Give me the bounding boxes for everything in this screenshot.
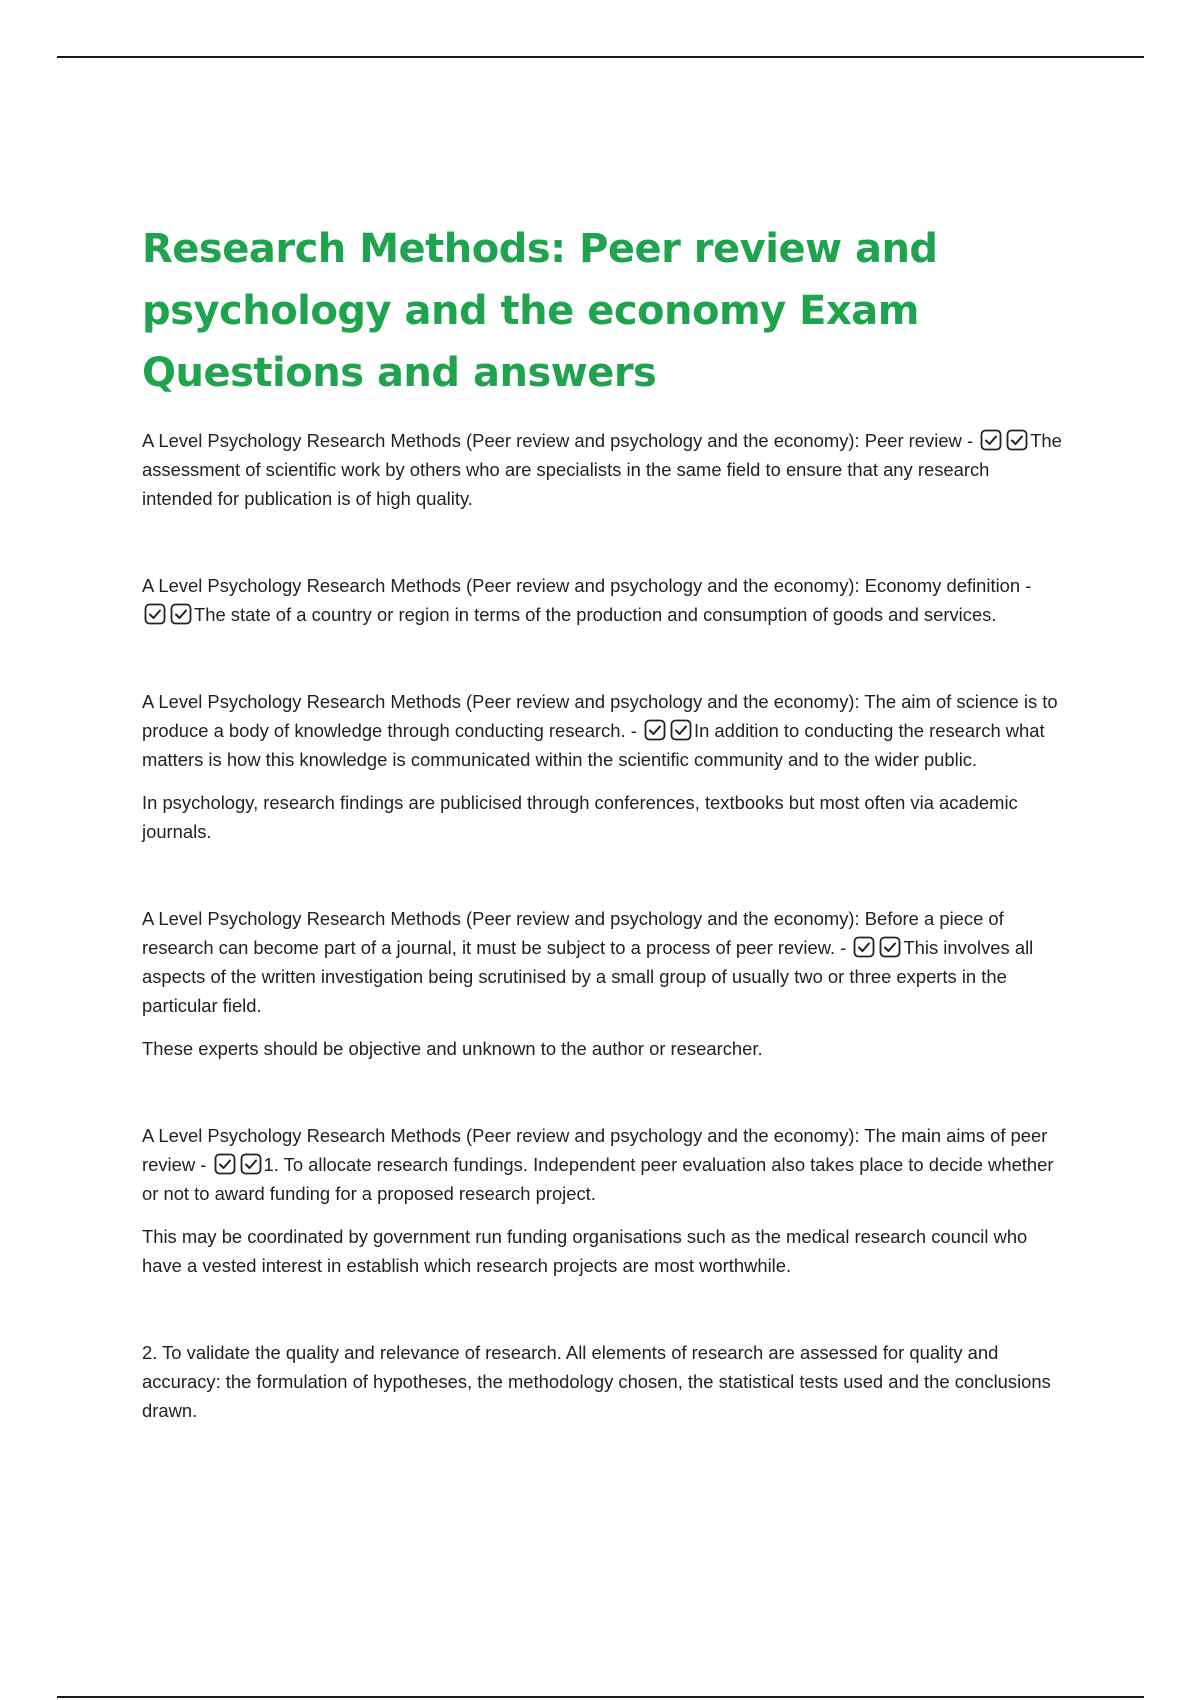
bottom-rule xyxy=(57,1696,1144,1698)
answer-extra-paragraph: These experts should be objective and unknown to the author or researcher. xyxy=(142,1038,763,1059)
checkbox-checked-icon xyxy=(240,1153,262,1175)
qa-item xyxy=(142,571,1062,629)
checkbox-checked-icon xyxy=(144,603,166,625)
answer-text: The state of a country or region in terms of the production and consumption of goods and services. xyxy=(194,604,997,625)
qa-item xyxy=(142,426,1062,513)
answer-marker xyxy=(853,936,901,958)
qa-item xyxy=(142,904,1062,1063)
document-body xyxy=(142,218,1062,1425)
answer-marker xyxy=(144,603,192,625)
answer-text: The assessment of scientific work by others who are specialists in the same field to ensure that any research intended for publication is of high quality. xyxy=(142,430,1062,509)
answer-text: In addition to conducting the research what matters is how this knowledge is communicated within the scientific community and to the wider public. xyxy=(142,720,1045,770)
checkbox-checked-icon xyxy=(853,936,875,958)
qa-item xyxy=(142,1338,1062,1425)
qa-paragraph xyxy=(142,904,1062,1020)
checkbox-checked-icon xyxy=(980,429,1002,451)
answer-marker xyxy=(214,1153,262,1175)
qa-paragraph xyxy=(142,426,1062,513)
question-text: A Level Psychology Research Methods (Peer review and psychology and the economy): Economy definition - xyxy=(142,575,1032,596)
question-text: A Level Psychology Research Methods (Peer review and psychology and the economy): The main aims of peer review - xyxy=(142,1125,1048,1175)
question-text: A Level Psychology Research Methods (Peer review and psychology and the economy): Before a piece of research can become part of a journal, it must be subject to a process of peer review. - xyxy=(142,908,1004,958)
answer-continuation-paragraph: 2. To validate the quality and relevance of research. All elements of research are assessed for quality and accuracy: the formulation of hypotheses, the methodology chosen, the statistical tests used and the conclusions drawn. xyxy=(142,1342,1051,1421)
top-rule xyxy=(57,56,1144,58)
question-text: A Level Psychology Research Methods (Peer review and psychology and the economy): Peer review - xyxy=(142,430,974,451)
checkbox-checked-icon xyxy=(214,1153,236,1175)
answer-marker xyxy=(644,719,692,741)
answer-extra-paragraph: In psychology, research findings are publicised through conferences, textbooks but most often via academic journals. xyxy=(142,792,1018,842)
qa-paragraph xyxy=(142,571,1062,629)
qa-paragraph xyxy=(142,1121,1062,1208)
answer-text: This involves all aspects of the written investigation being scrutinised by a small group of usually two or three experts in the particular field. xyxy=(142,937,1034,1016)
checkbox-checked-icon xyxy=(879,936,901,958)
checkbox-checked-icon xyxy=(170,603,192,625)
qa-paragraph xyxy=(142,687,1062,774)
checkbox-checked-icon xyxy=(670,719,692,741)
qa-item xyxy=(142,687,1062,846)
document-title: Research Methods: Peer review and psychology and the economy Exam Questions and answers xyxy=(142,226,938,396)
answer-marker xyxy=(980,429,1028,451)
qa-item xyxy=(142,1121,1062,1280)
checkbox-checked-icon xyxy=(644,719,666,741)
answer-extra-paragraph: This may be coordinated by government run funding organisations such as the medical research council who have a vested interest in establish which research projects are most worthwhile. xyxy=(142,1226,1028,1276)
question-text: A Level Psychology Research Methods (Peer review and psychology and the economy): The aim of science is to produce a body of knowledge through conducting research. - xyxy=(142,691,1058,741)
answer-text: 1. To allocate research fundings. Independent peer evaluation also takes place to decide whether or not to award funding for a proposed research project. xyxy=(142,1154,1054,1204)
checkbox-checked-icon xyxy=(1006,429,1028,451)
